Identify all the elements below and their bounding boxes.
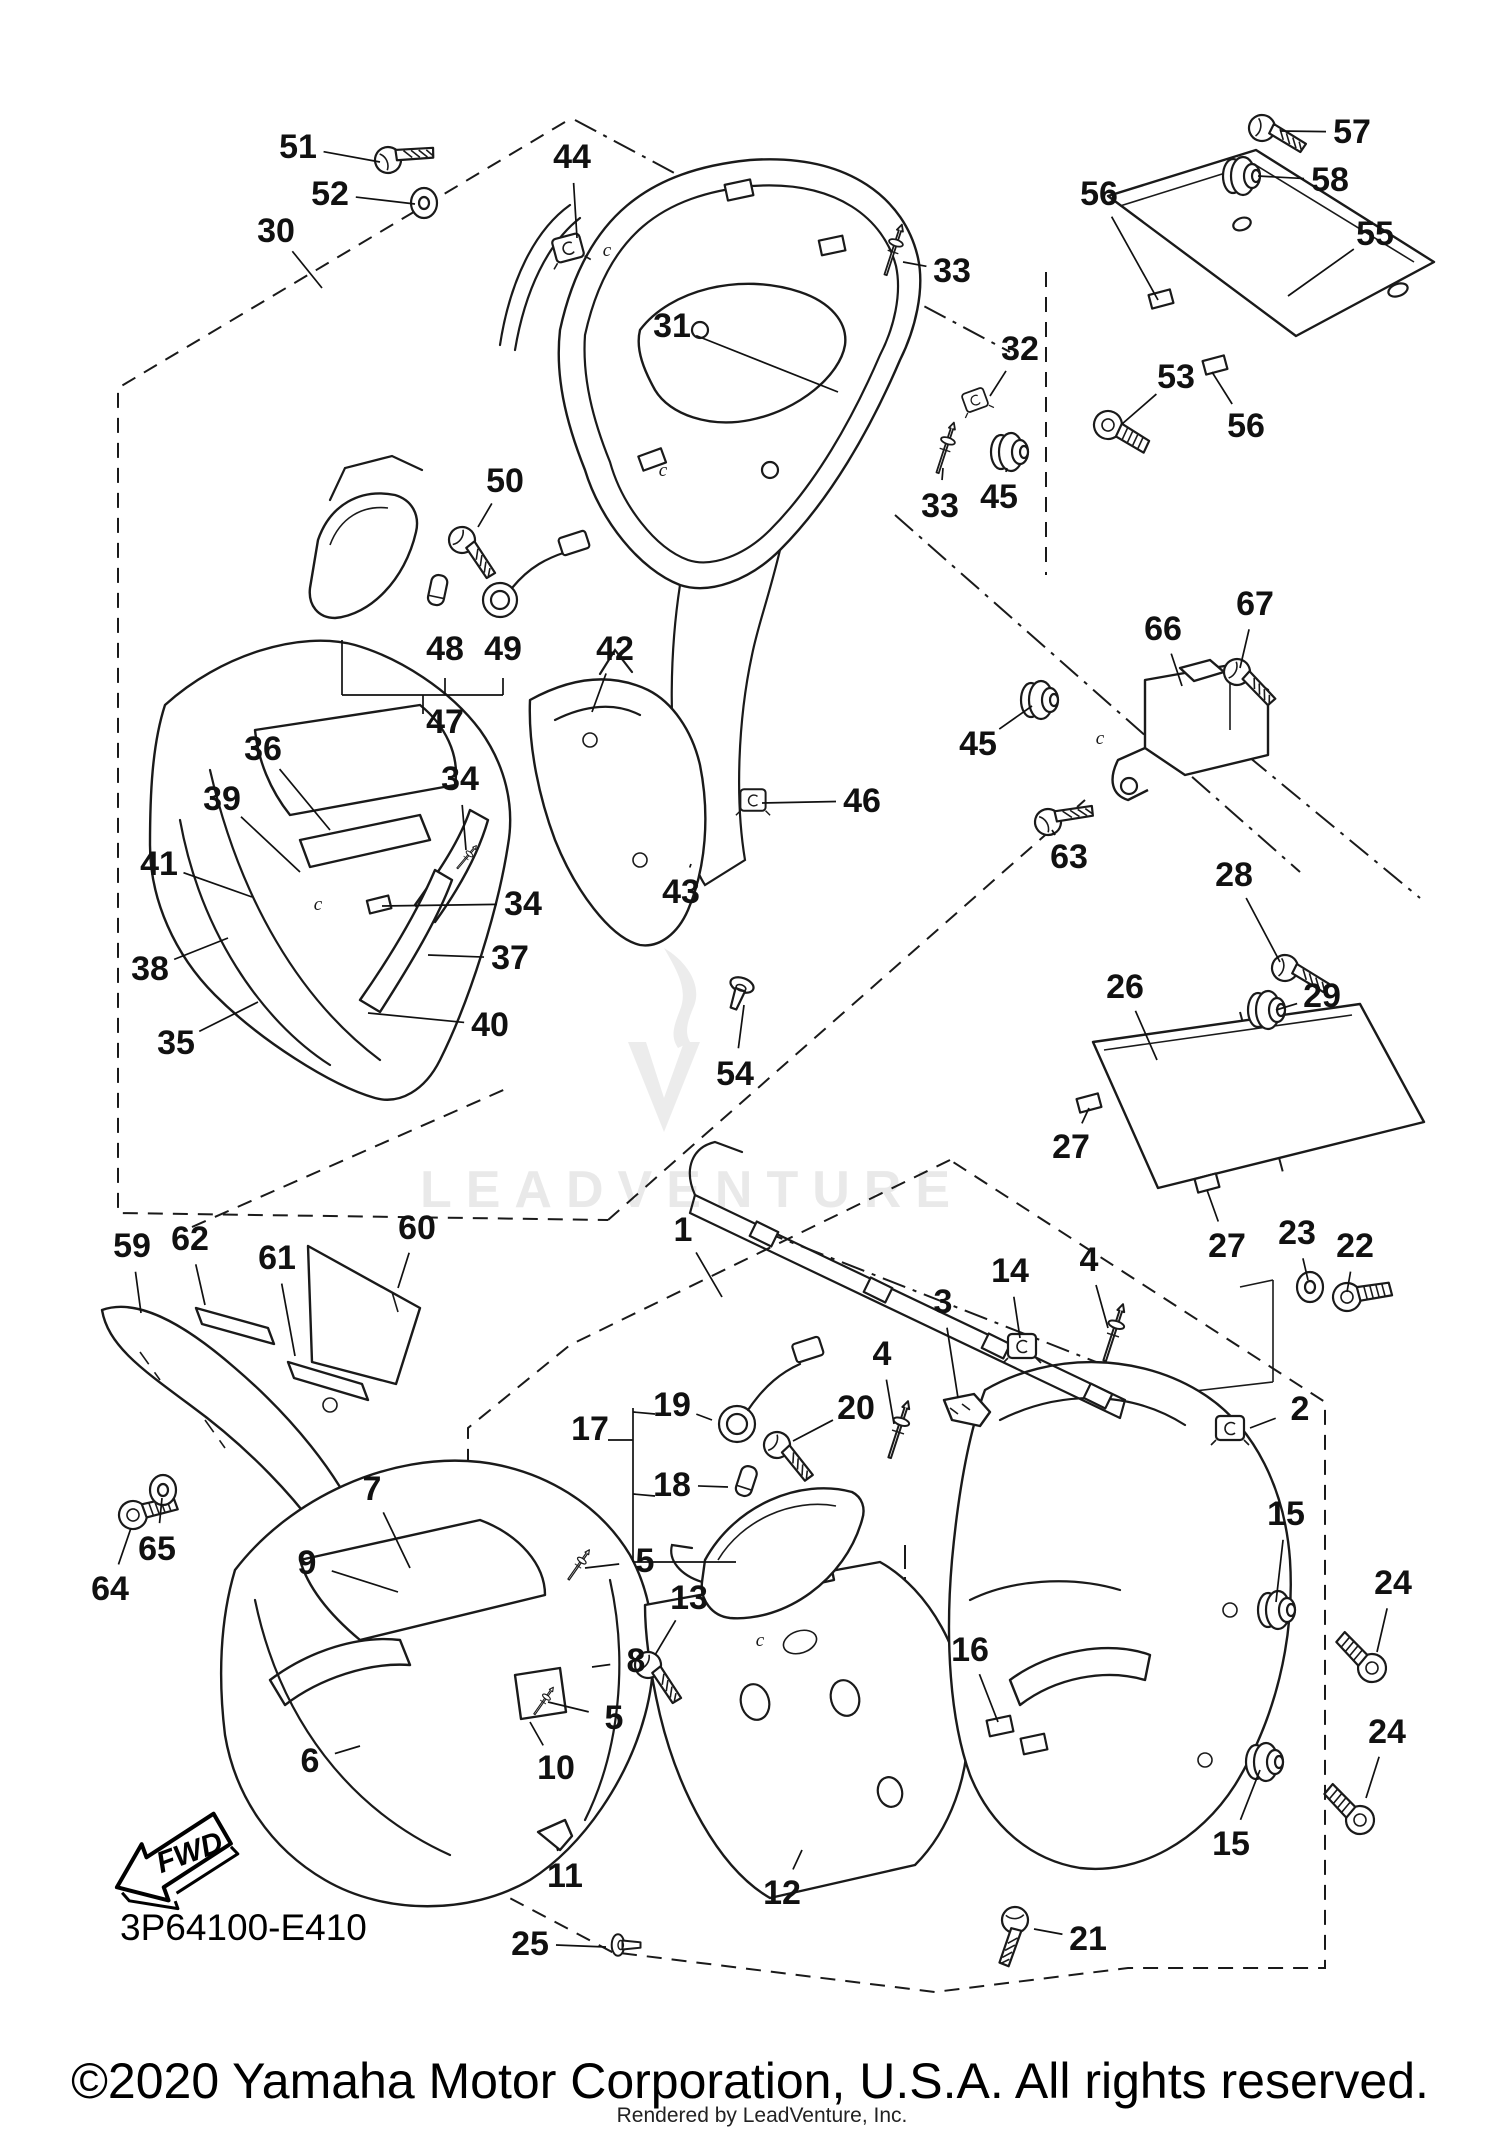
leader-line-45	[1006, 468, 1007, 472]
callout-41: 41	[140, 845, 178, 883]
callout-62: 62	[171, 1220, 209, 1258]
leader-line-25	[556, 1945, 606, 1947]
bulb-18-icon	[734, 1464, 758, 1497]
washer-icon	[1297, 1272, 1323, 1302]
leader-line-2	[1250, 1418, 1276, 1428]
callout-42: 42	[596, 630, 634, 668]
callout-16: 16	[951, 1631, 989, 1669]
leader-line-18	[698, 1486, 728, 1487]
callout-12: 12	[763, 1874, 801, 1912]
leader-line-56	[1212, 372, 1232, 404]
callout-5: 5	[635, 1542, 655, 1580]
callout-53: 53	[1157, 358, 1195, 396]
callout-7: 7	[362, 1470, 382, 1508]
leader-line-27	[1207, 1190, 1218, 1222]
svg-text:c: c	[602, 240, 612, 261]
callout-19: 19	[653, 1386, 691, 1424]
windscreen-55	[1108, 150, 1434, 375]
callout-59: 59	[113, 1227, 151, 1265]
pin-icon	[931, 420, 961, 475]
callout-25: 25	[511, 1925, 549, 1963]
leader-line-46	[762, 802, 836, 803]
leader-line-11	[557, 1848, 558, 1851]
callout-33: 33	[921, 487, 959, 525]
callout-11: 11	[547, 1857, 583, 1895]
callout-39: 39	[203, 780, 241, 818]
leader-line-45	[999, 706, 1032, 729]
leader-line-61	[282, 1284, 295, 1356]
socket-19-icon	[719, 1336, 824, 1442]
grommet-icon	[1021, 681, 1058, 719]
callout-27: 27	[1052, 1128, 1090, 1166]
callout-55: 55	[1356, 215, 1394, 253]
callout-9: 9	[297, 1544, 317, 1582]
callout-15: 15	[1212, 1825, 1250, 1863]
callout-33: 33	[933, 252, 971, 290]
callout-17: 17	[571, 1410, 609, 1448]
fwd-label: FWD	[151, 1825, 228, 1880]
leader-line-21	[1034, 1929, 1062, 1934]
callout-35: 35	[157, 1024, 195, 1062]
callout-8: 8	[626, 1642, 646, 1680]
grommet-icon	[1246, 1743, 1283, 1781]
leader-line-54	[738, 1005, 744, 1048]
callout-54: 54	[716, 1055, 754, 1093]
callout-34: 34	[504, 885, 542, 923]
pin-icon	[882, 1399, 916, 1460]
callout-1: 1	[673, 1211, 693, 1249]
rendered-by-text: Rendered by LeadVenture, Inc.	[616, 2104, 908, 2127]
leadventure-watermark	[420, 948, 964, 1219]
leader-line-4	[1096, 1285, 1108, 1328]
callout-57: 57	[1333, 113, 1371, 151]
leader-line-51	[324, 152, 380, 162]
callout-37: 37	[491, 939, 529, 977]
rivet-icon	[612, 1934, 641, 1956]
svg-text:c: c	[658, 460, 668, 481]
callout-21: 21	[1069, 1920, 1107, 1958]
leader-line-24	[1377, 1608, 1387, 1652]
callout-67: 67	[1236, 585, 1274, 623]
washer-icon	[150, 1475, 176, 1505]
svg-text:c: c	[313, 894, 323, 915]
callout-24: 24	[1368, 1713, 1406, 1751]
bolt-icon	[1317, 1781, 1379, 1840]
leader-line-4	[886, 1380, 894, 1424]
callout-14: 14	[991, 1252, 1029, 1290]
callout-47: 47	[426, 703, 464, 741]
callout-56: 56	[1227, 407, 1265, 445]
callout-44: 44	[553, 138, 591, 176]
leader-line-64	[118, 1528, 131, 1564]
callout-48: 48	[426, 630, 464, 668]
leader-line-53	[1122, 394, 1156, 424]
callout-49: 49	[484, 630, 522, 668]
pin-icon	[1097, 1302, 1131, 1363]
callout-31: 31	[653, 307, 691, 345]
leader-line-24	[1366, 1757, 1379, 1798]
screw-icon	[1246, 113, 1309, 153]
leader-line-1	[696, 1252, 722, 1297]
callout-4: 4	[1079, 1241, 1099, 1279]
clip-icon	[1003, 1334, 1041, 1363]
bolt-icon	[1329, 1629, 1391, 1688]
screw-icon	[757, 1427, 823, 1482]
callout-63: 63	[1050, 838, 1088, 876]
callout-28: 28	[1215, 856, 1253, 894]
callout-27: 27	[1208, 1227, 1246, 1265]
screw-icon	[998, 1907, 1030, 1967]
callout-10: 10	[537, 1749, 575, 1787]
bracket-line	[633, 1494, 655, 1496]
callout-46: 46	[843, 782, 881, 820]
callout-43: 43	[662, 873, 700, 911]
copyright-text: ©2020 Yamaha Motor Corporation, U.S.A. All rights reserved.	[71, 2053, 1429, 2109]
leader-line-60	[398, 1253, 409, 1288]
callout-6: 6	[300, 1742, 320, 1780]
svg-text:c: c	[1095, 728, 1105, 749]
leader-line-62	[196, 1264, 205, 1305]
leader-line-33	[942, 468, 943, 480]
leader-line-32	[990, 371, 1006, 396]
lower-left-cowling	[221, 1461, 653, 1907]
callout-50: 50	[486, 462, 524, 500]
svg-text:c: c	[755, 1630, 765, 1651]
callout-2: 2	[1290, 1390, 1310, 1428]
callout-20: 20	[837, 1389, 875, 1427]
bulb-48-icon	[427, 574, 449, 607]
leadventure-logo-icon	[628, 948, 700, 1132]
leader-line-19	[696, 1414, 712, 1420]
callout-60: 60	[398, 1209, 436, 1247]
callout-64: 64	[91, 1570, 129, 1608]
rivet-icon	[722, 974, 755, 1012]
callout-34: 34	[441, 760, 479, 798]
callout-56: 56	[1080, 175, 1118, 213]
part-code: 3P64100-E410	[120, 1907, 367, 1948]
bolt-icon	[1330, 1272, 1393, 1314]
leader-line-44	[574, 183, 577, 238]
callout-15: 15	[1267, 1495, 1305, 1533]
callout-29: 29	[1303, 977, 1341, 1015]
screw-icon	[1030, 788, 1096, 843]
callout-38: 38	[131, 950, 169, 988]
callout-58: 58	[1311, 161, 1349, 199]
callout-24: 24	[1374, 1564, 1412, 1602]
callout-4: 4	[872, 1335, 892, 1373]
callout-5: 5	[604, 1699, 624, 1737]
socket-49-icon	[483, 530, 590, 617]
callout-18: 18	[653, 1466, 691, 1504]
leader-line-20	[793, 1420, 833, 1441]
callout-26: 26	[1106, 968, 1144, 1006]
leader-line-52	[356, 197, 415, 204]
watermark-text: LEADVENTURE	[419, 1161, 965, 1219]
leader-line-43	[690, 864, 691, 868]
callout-23: 23	[1278, 1214, 1316, 1252]
leader-line-57	[1280, 131, 1326, 132]
callout-45: 45	[980, 478, 1018, 516]
bracket-line	[633, 1412, 655, 1414]
callout-45: 45	[959, 725, 997, 763]
windscreen-26	[1077, 1004, 1424, 1193]
leader-line-50	[478, 503, 492, 527]
callout-66: 66	[1144, 610, 1182, 648]
leader-line-59	[135, 1272, 141, 1313]
washer-icon	[411, 188, 437, 218]
clip-icon	[957, 386, 994, 418]
callout-30: 30	[257, 212, 295, 250]
callout-13: 13	[670, 1579, 708, 1617]
bolt-icon	[1089, 406, 1153, 456]
screw-icon	[371, 129, 437, 181]
screw-icon	[442, 522, 508, 580]
callout-65: 65	[138, 1530, 176, 1568]
callout-51: 51	[279, 128, 317, 166]
callout-36: 36	[244, 730, 282, 768]
leader-line-28	[1246, 898, 1280, 962]
callout-32: 32	[1001, 330, 1039, 368]
callout-40: 40	[471, 1006, 509, 1044]
callout-22: 22	[1336, 1227, 1374, 1265]
grommet-icon	[991, 433, 1028, 471]
callout-3: 3	[933, 1283, 953, 1321]
callout-52: 52	[311, 175, 349, 213]
callout-61: 61	[258, 1239, 296, 1277]
